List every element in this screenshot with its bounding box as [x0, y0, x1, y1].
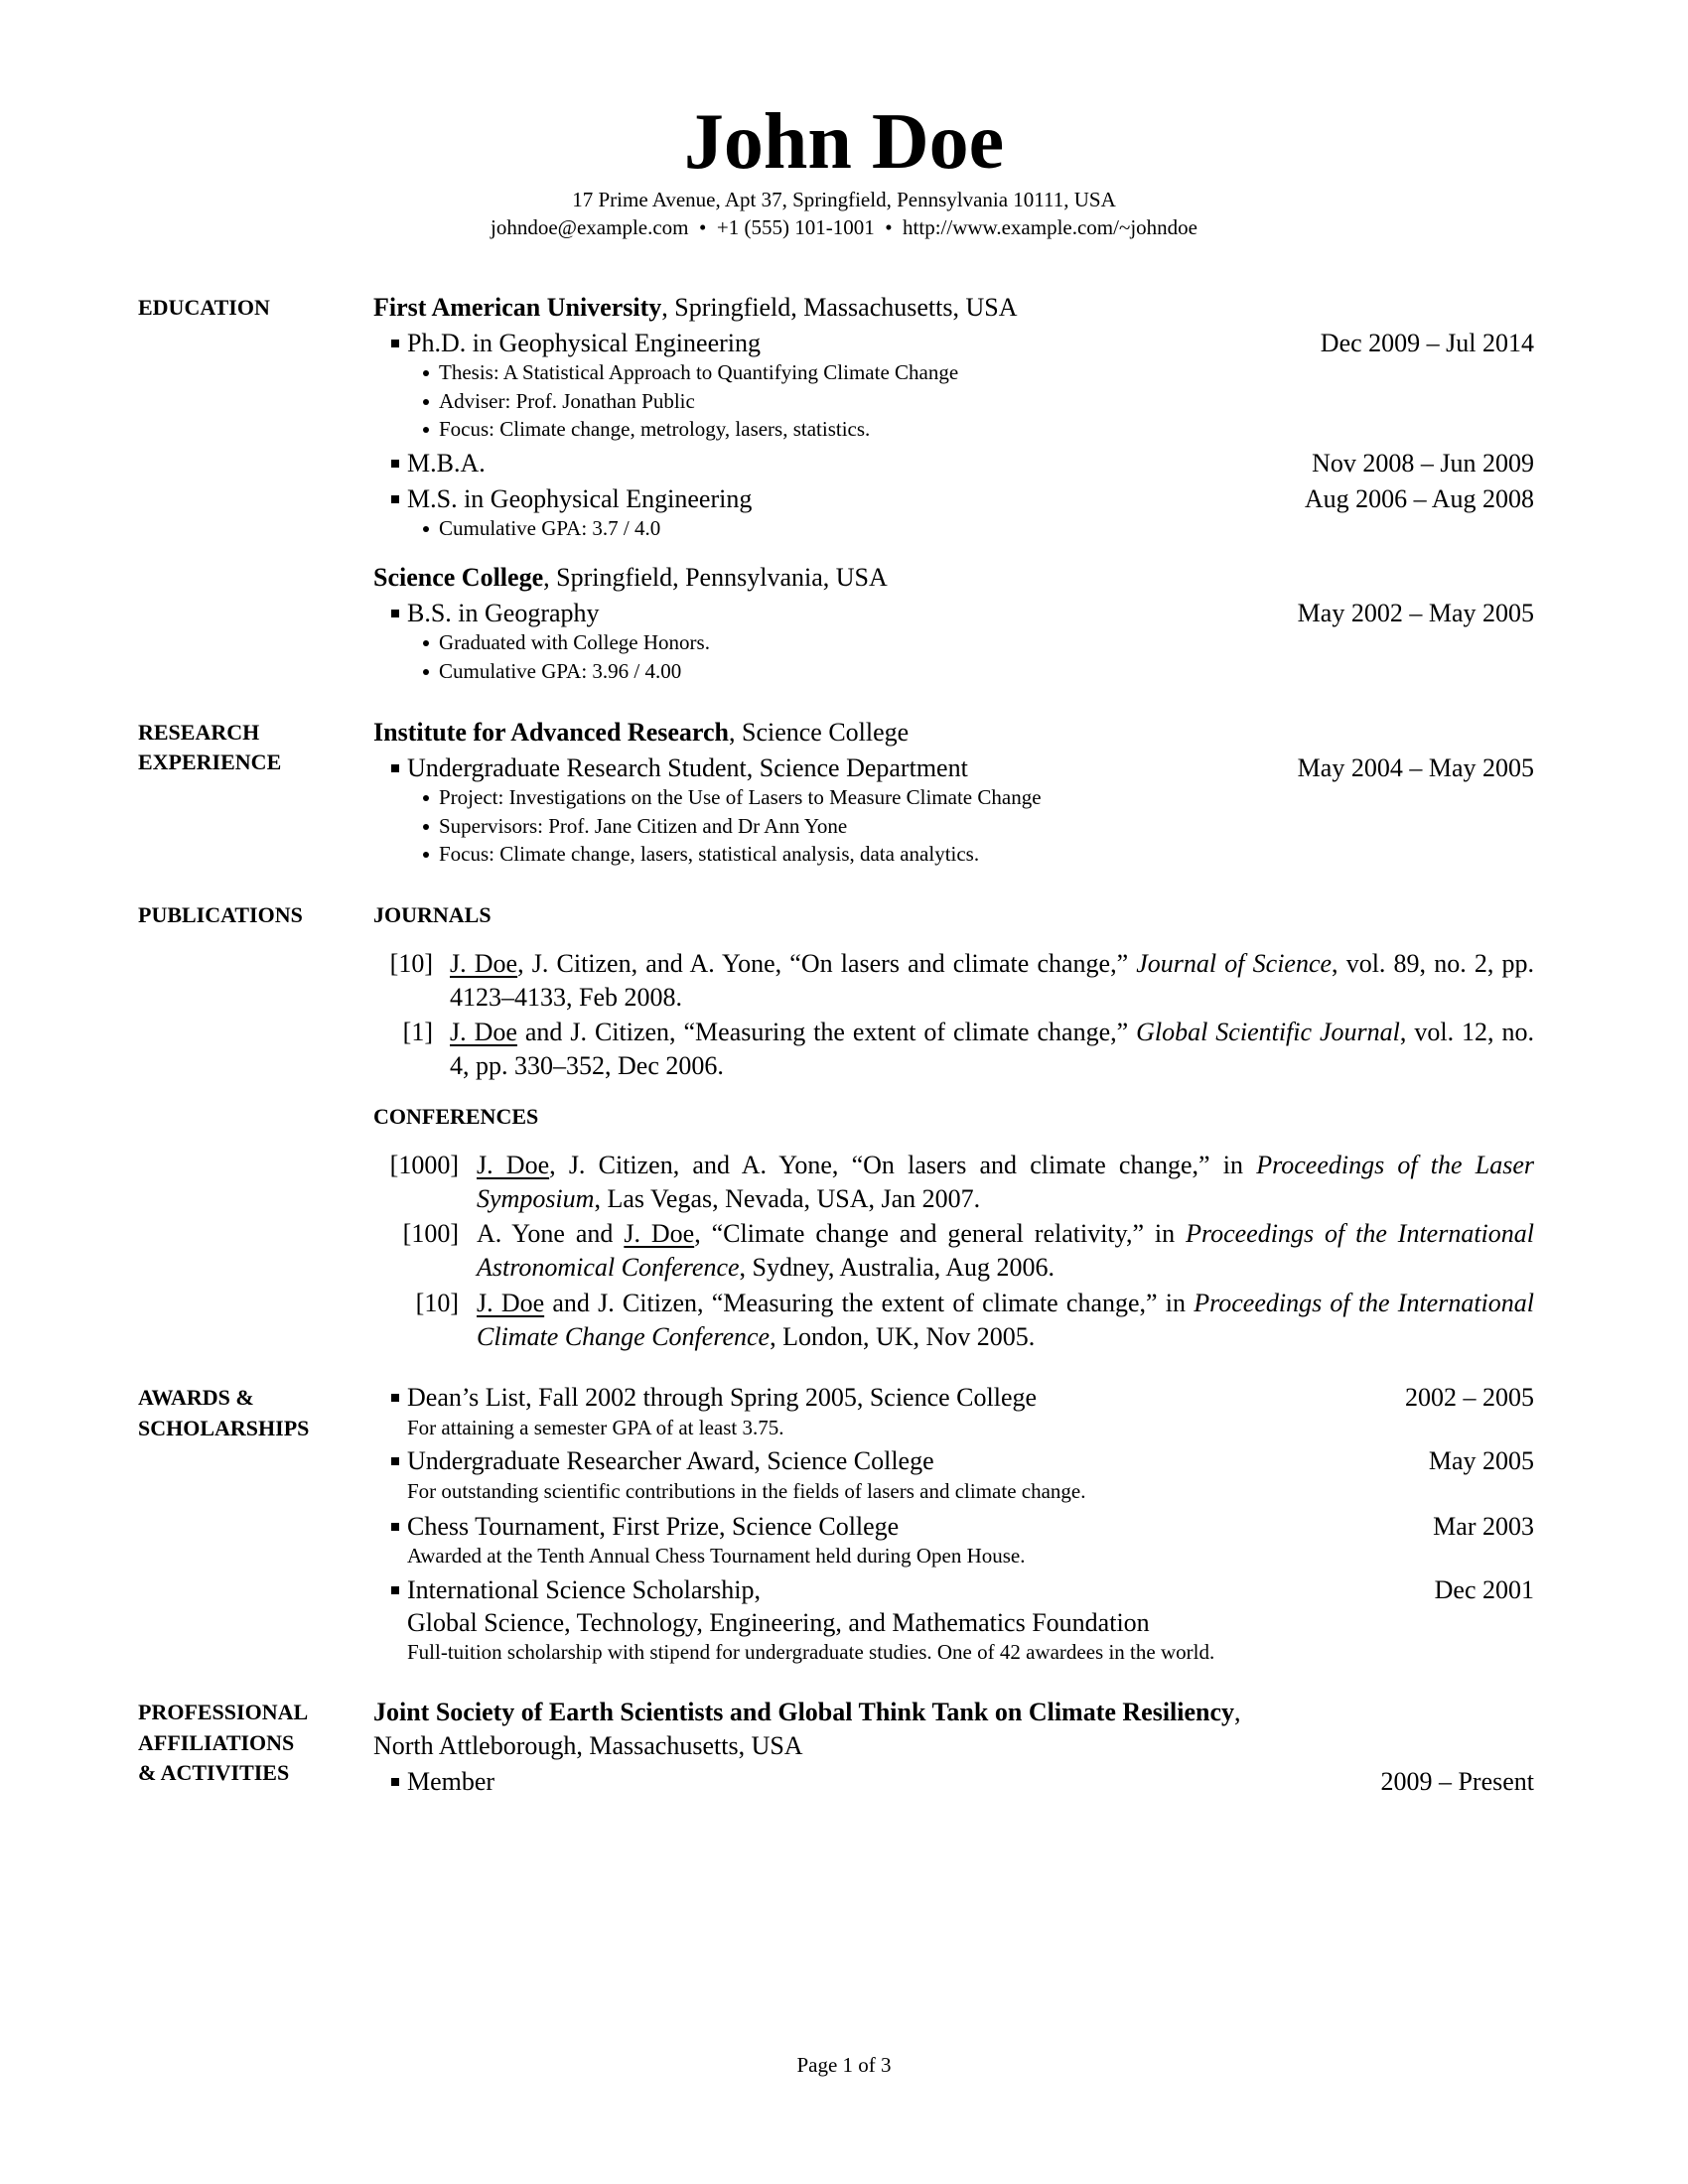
- square-bullet-icon: [391, 1586, 399, 1594]
- award-date: Dec 2001: [1434, 1575, 1534, 1604]
- award-desc: For attaining a semester GPA of at least 3.75.: [407, 1416, 784, 1439]
- detail: Supervisors: Prof. Jane Citizen and Dr Ann Yone: [423, 812, 847, 840]
- date-phd: Dec 2009 – Jul 2014: [1320, 329, 1534, 357]
- award-desc: For outstanding scientific contributions in the fields of lasers and climate change.: [407, 1479, 1086, 1503]
- page-number: Page 1 of 3: [796, 2053, 892, 2077]
- venue: Global Scientific Journal: [1136, 1018, 1400, 1046]
- award-title: Undergraduate Researcher Award, Science College: [391, 1445, 934, 1477]
- publication-entry: [450, 1016, 1534, 1083]
- institution-fau: First American University, Springfield, Massachusetts, USA: [373, 293, 1018, 322]
- square-bullet-icon: [391, 495, 399, 503]
- detail: Cumulative GPA: 3.7 / 4.0: [423, 514, 660, 542]
- date-mba: Nov 2008 – Jun 2009: [1312, 449, 1534, 478]
- affiliation-location: North Attleborough, Massachusetts, USA: [373, 1731, 803, 1760]
- square-bullet-icon: [391, 340, 399, 347]
- bullet-icon: [423, 370, 429, 376]
- detail: Focus: Climate change, metrology, lasers, statistics.: [423, 415, 870, 443]
- resume-name: John Doe: [683, 98, 1005, 186]
- address: 17 Prime Avenue, Apt 37, Springfield, Pennsylvania 10111, USA: [572, 188, 1116, 211]
- citation-text: , J. Citizen, and A. Yone, “On lasers and climate change,” in: [549, 1151, 1257, 1179]
- citation-text: and J. Citizen, “Measuring the extent of climate change,” in: [544, 1289, 1195, 1317]
- publication-number: [1000]: [389, 1151, 459, 1179]
- section-publications: PUBLICATIONS: [138, 902, 303, 927]
- publication-number: [10]: [389, 949, 433, 978]
- square-bullet-icon: [391, 610, 399, 617]
- detail: Adviser: Prof. Jonathan Public: [423, 387, 695, 415]
- bullet-icon: [423, 399, 429, 405]
- detail: Thesis: A Statistical Approach to Quantifying Climate Change: [423, 358, 958, 386]
- bullet-icon: [423, 640, 429, 646]
- bullet-icon: [423, 852, 429, 858]
- author-self: J. Doe: [450, 949, 518, 978]
- affiliation-role: Member: [391, 1766, 494, 1798]
- research-org: Institute for Advanced Research, Science College: [373, 718, 910, 747]
- citation-text: , Las Vegas, Nevada, USA, Jan 2007.: [594, 1184, 981, 1213]
- section-affiliations-2: AFFILIATIONS: [138, 1730, 295, 1755]
- award-title-cont: Global Science, Technology, Engineering, and Mathematics Foundation: [407, 1608, 1150, 1637]
- detail: Project: Investigations on the Use of Lasers to Measure Climate Change: [423, 783, 1042, 811]
- author-self: J. Doe: [624, 1219, 695, 1248]
- section-education: EDUCATION: [138, 295, 270, 320]
- section-affiliations: PROFESSIONAL: [138, 1700, 309, 1724]
- citation-text: , vol. 12, no. 4, pp. 330–352, Dec 2006.: [450, 1018, 1534, 1080]
- date-bs: May 2002 – May 2005: [1297, 599, 1534, 627]
- bullet-icon: [423, 669, 429, 675]
- degree-bs: B.S. in Geography: [391, 598, 600, 629]
- award-title: Dean’s List, Fall 2002 through Spring 2005, Science College: [391, 1382, 1037, 1414]
- square-bullet-icon: [391, 1523, 399, 1531]
- citation-text: , London, UK, Nov 2005.: [770, 1322, 1036, 1351]
- award-title: International Science Scholarship,: [391, 1574, 761, 1606]
- bullet-icon: [423, 526, 429, 532]
- publication-number: [10]: [415, 1289, 459, 1317]
- citation-text: A. Yone and: [477, 1219, 625, 1248]
- bullet-icon: [423, 795, 429, 801]
- square-bullet-icon: [391, 1394, 399, 1402]
- section-research: RESEARCH: [138, 720, 260, 745]
- publication-entry: [477, 1287, 1534, 1354]
- citation-text: , Sydney, Australia, Aug 2006.: [739, 1253, 1055, 1282]
- date-ms: Aug 2006 – Aug 2008: [1304, 484, 1534, 513]
- institution-sc: Science College, Springfield, Pennsylvania, USA: [373, 563, 888, 592]
- venue: Journal of Science: [1136, 949, 1333, 978]
- award-date: 2002 – 2005: [1405, 1383, 1534, 1412]
- award-title: Chess Tournament, First Prize, Science College: [391, 1511, 899, 1543]
- research-date: May 2004 – May 2005: [1297, 753, 1534, 782]
- contact-line[interactable]: johndoe@example.com • +1 (555) 101-1001 • http://www.example.com/~johndoe: [490, 215, 1197, 239]
- publication-number: [1]: [402, 1018, 433, 1046]
- publication-entry: [477, 1217, 1534, 1285]
- bullet-icon: [423, 824, 429, 830]
- degree-ms: M.S. in Geophysical Engineering: [391, 483, 752, 515]
- publication-number: [100]: [402, 1219, 459, 1248]
- citation-text: and J. Citizen, “Measuring the extent of climate change,”: [516, 1018, 1137, 1046]
- conferences-heading: CONFERENCES: [373, 1104, 539, 1129]
- section-awards-2: SCHOLARSHIPS: [138, 1416, 310, 1440]
- journals-heading: JOURNALS: [373, 902, 492, 927]
- detail: Graduated with College Honors.: [423, 628, 710, 656]
- award-desc: Awarded at the Tenth Annual Chess Tournament held during Open House.: [407, 1544, 1026, 1568]
- section-research-2: EXPERIENCE: [138, 750, 282, 774]
- award-desc: Full-tuition scholarship with stipend for undergraduate studies. One of 42 awardees in the world.: [407, 1640, 1215, 1664]
- author-self: J. Doe: [477, 1289, 545, 1317]
- affiliation-org: Joint Society of Earth Scientists and Global Think Tank on Climate Resiliency,: [373, 1698, 1241, 1726]
- square-bullet-icon: [391, 1778, 399, 1786]
- affiliation-date: 2009 – Present: [1380, 1767, 1534, 1796]
- publication-entry: [450, 947, 1534, 1015]
- citation-text: , J. Citizen, and A. Yone, “On lasers and climate change,”: [517, 949, 1137, 978]
- square-bullet-icon: [391, 764, 399, 772]
- venue: Proceedings of the Laser Symposium: [477, 1151, 1534, 1213]
- detail: Focus: Climate change, lasers, statistical analysis, data analytics.: [423, 840, 979, 868]
- degree-mba: M.B.A.: [391, 448, 486, 479]
- section-awards: AWARDS &: [138, 1385, 254, 1410]
- publication-entry: [477, 1149, 1534, 1216]
- square-bullet-icon: [391, 460, 399, 468]
- author-self: J. Doe: [450, 1018, 517, 1046]
- award-date: May 2005: [1428, 1446, 1534, 1475]
- detail: Cumulative GPA: 3.96 / 4.00: [423, 657, 681, 685]
- author-self: J. Doe: [477, 1151, 550, 1179]
- bullet-icon: [423, 427, 429, 433]
- award-date: Mar 2003: [1433, 1512, 1534, 1541]
- citation-text: , vol. 89, no. 2, pp. 4123–4133, Feb 2008.: [450, 949, 1534, 1012]
- square-bullet-icon: [391, 1457, 399, 1465]
- venue: Proceedings of the International Climate Change Conference: [477, 1289, 1535, 1351]
- citation-text: , “Climate change and general relativity,” in: [694, 1219, 1187, 1248]
- section-affiliations-3: & ACTIVITIES: [138, 1760, 290, 1785]
- research-role: Undergraduate Research Student, Science Department: [391, 752, 968, 784]
- venue: Proceedings of the International Astronomical Conference: [477, 1219, 1535, 1282]
- degree-phd: Ph.D. in Geophysical Engineering: [391, 328, 761, 359]
